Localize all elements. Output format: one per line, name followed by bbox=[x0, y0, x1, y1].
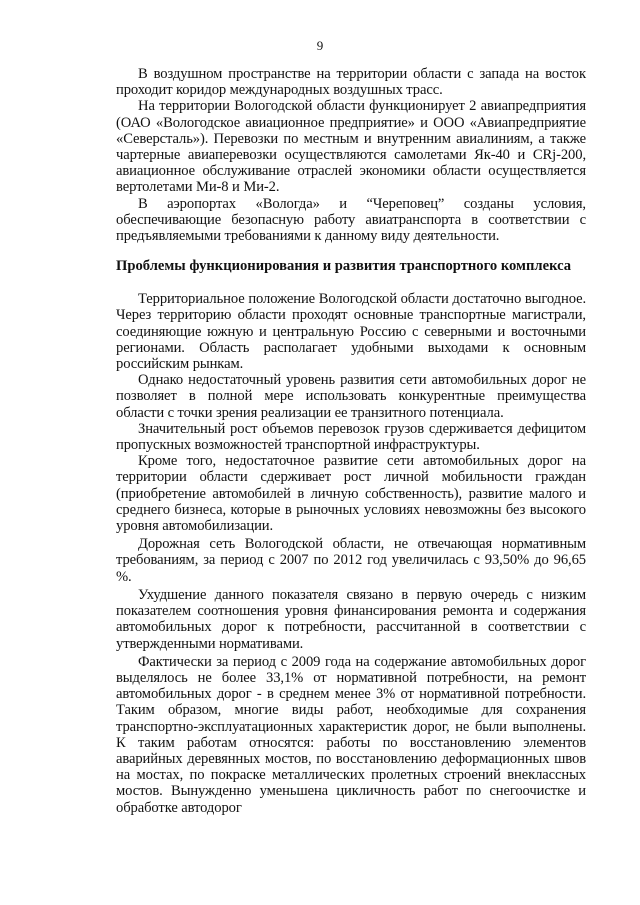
paragraph-freight-growth: Значительный рост объемов перевозок грузов сдерживается дефицитом пропускных возможностей транспортной инфраструктуры. bbox=[116, 420, 586, 454]
paragraph-airports: В аэропортах «Вологда» и “Череповец” созданы условия, обеспечивающие безопасную работу авиатранспорта в соответствии с предъявляемыми требованиями к данному виду деятельности. bbox=[116, 195, 586, 245]
paragraph-mobility: Кроме того, недостаточное развитие сети автомобильных дорог на территории области сдерживает рост личной мобильности граждан (приобретение автомобилей в личную собственность), развитие малого и среднего бизнеса, которые в рыночных условиях невозможны без высокого уровня автомобилизации. bbox=[116, 453, 586, 535]
page-number: 9 bbox=[316, 38, 324, 53]
paragraph-maintenance-funding: Фактически за период с 2009 года на содержание автомобильных дорог выделялось не более 33,1% от нормативной потребности, на ремонт автомобильных дорог - в среднем менее 3% от нормативной потребности. Таким образом, многие виды работ, необходимые для сохранения транспортно-эксплуатационных характеристик дорог, не были выполнены. К таким работам относятся: работы по восстановлению элементов аварийных деревянных мостов, по восстановлению деформационных швов на мостах, по покраске металлических пролетных строений внеклассных мостов. Вынужденно уменьшена цикличность работ по снегоочистке и обработке автодорог bbox=[116, 653, 586, 816]
section-heading: Проблемы функционирования и развития транспортного комплекса bbox=[116, 258, 572, 275]
paragraph-road-network-level: Однако недостаточный уровень развития сети автомобильных дорог не позволяет в полной мере использовать конкурентные преимущества области с точки зрения реализации ее транзитного потенциала. bbox=[116, 372, 586, 421]
paragraph-road-standards: Дорожная сеть Вологодской области, не отвечающая нормативным требованиям, за период с 2007 по 2012 год увеличилась с 93,50% до 96,65 %. bbox=[116, 536, 586, 585]
paragraph-financing: Ухудшение данного показателя связано в первую очередь с низким показателем соотношения уровня финансирования ремонта и содержания автомобильных дорог к потребности, рассчитанной в соответствии с утвержденными нормативами. bbox=[116, 586, 586, 652]
document-body bbox=[116, 66, 586, 816]
paragraph-air-corridor: В воздушном пространстве на территории области с запада на восток проходит коридор международных воздушных трасс. bbox=[116, 66, 586, 99]
paragraph-airlines: На территории Вологодской области функционирует 2 авиапредприятия (ОАО «Вологодское авиационное предприятие» и ООО «Авиапредприятие «Северсталь»). Перевозки по местным и внутренним авиалиниям, а также чартерные авиаперевозки осуществляются самолетами Як-40 и CRj-200, авиационное обслуживание отраслей экономики области осуществляется вертолетами Ми-8 и Ми-2. bbox=[116, 98, 586, 196]
paragraph-territorial-position: Территориальное положение Вологодской области достаточно выгодное. Через территорию области проходят основные транспортные магистрали, соединяющие южную и центральную Россию с северными и восточными регионами. Область располагает удобными выходами к основным российским рынкам. bbox=[116, 291, 586, 373]
